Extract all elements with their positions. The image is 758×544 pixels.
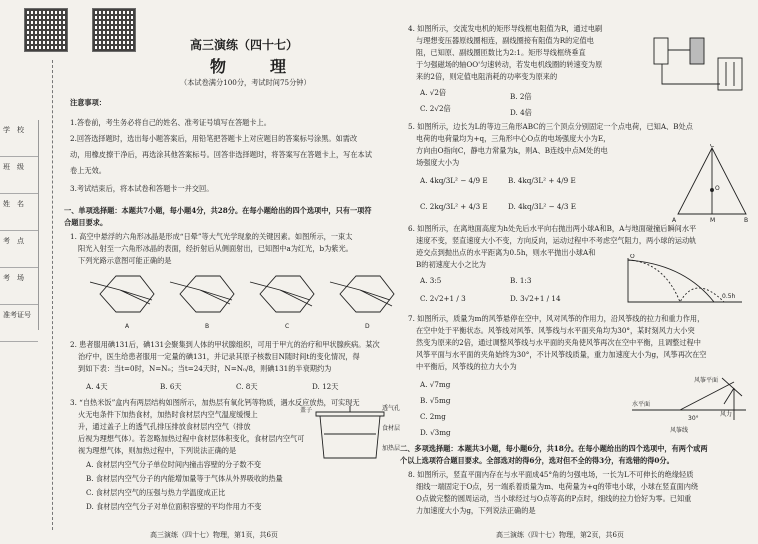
sidebar-field: 姓 名 [0, 194, 38, 231]
q7-option: C. 2mg [420, 412, 446, 421]
vent-label: 透气孔 [382, 405, 400, 412]
q4-option: D. 4倍 [510, 108, 532, 117]
wind-force-label: 风力 [720, 411, 733, 418]
q3-text: 视为理想气体，则加热过程中，下列说法正确的是 [78, 446, 237, 455]
q1-text: 阳光入射至一六角形冰晶的表面，经折射后从侧面射出，已知图中a为红光，b为紫光。 [78, 244, 353, 253]
q2-text: 2. 患者服用碘131后，碘131会聚集到人体的甲状腺组织，可用于甲亢的治疗和甲状腺疾病。某次 [70, 340, 380, 349]
section2-heading: 个以上选项符合题目要求。全部选对的得6分，选对但不全的得3分，有选错的得0分。 [400, 456, 674, 465]
q5-option: D. 4kq/3L² − 4/3 E [508, 202, 576, 211]
q3-option: A. 食材层内空气分子单位时间内撞击容壁的分子数不变 [86, 460, 262, 469]
q6-text: B的初速度大小之比为 [416, 260, 486, 269]
svg-text:A: A [672, 217, 677, 224]
sidebar-field: 考 点 [0, 231, 38, 268]
q7-text: 7. 如图所示，质量为m的风筝悬停在空中，风对风筝的作用力，沿风筝线的拉力和重力作用， [408, 314, 705, 323]
binding-line [52, 60, 53, 530]
q2-option: D. 12天 [312, 382, 339, 391]
subject-title: 物 理 [210, 57, 301, 76]
q2-option: A. 4天 [86, 382, 108, 391]
notice-line: 1.答卷前，考生务必将自己的姓名、准考证号填写在答题卡上。 [70, 118, 271, 127]
q4-generator-figure [650, 28, 746, 94]
q4-text: 来的2倍，则定值电阻消耗的功率变为原来的 [416, 72, 558, 81]
q4-option: C. 2√2倍 [420, 104, 451, 113]
q7-option: A. √7mg [420, 380, 451, 389]
svg-text:0.5h: 0.5h [722, 293, 736, 300]
svg-text:O: O [715, 185, 720, 192]
exam-title: 高三演练（四十七） [190, 38, 299, 52]
q3-text: 后视为理想气体）。若忽略加热过程中食材层体积变化，食材层内空气可 [78, 434, 305, 443]
q4-text: 与理想变压器原线圈相连，副线圈接有阻值为R的定值电 [416, 36, 594, 45]
q4-option: A. √2倍 [420, 88, 447, 97]
q6-option: B. 1:3 [510, 276, 532, 285]
q7-text: 中平衡后，风筝线的拉力大小为 [416, 362, 517, 371]
q1-option-label: B [205, 323, 210, 330]
q7-option: B. √5mg [420, 396, 451, 405]
svg-text:O: O [630, 254, 635, 260]
q6-text: 速度不变，竖直速度大小不变，方向反向，运动过程中不考虑空气阻力，两小球的运动轨 [416, 236, 697, 245]
q1-option-label: C [285, 323, 290, 330]
q3-option: D. 食材层内空气分子对单位面积容壁的平均作用力不变 [86, 502, 262, 511]
q7-kite-figure [630, 376, 748, 438]
q5-text: 电荷的电荷量均为+q，三角形中心O点的电场强度大小为E， [416, 134, 611, 143]
q5-option: C. 2kq/3L² + 4/3 E [420, 202, 488, 211]
q4-text: 阻，已知原、副线圈匝数比为2:1。矩形导线框绕垂直 [416, 48, 586, 57]
student-info-column [0, 120, 39, 330]
q6-text: 6. 如图所示，在离地面高度为h处先后水平向右抛出两小球A和B，A与地面碰撞后瞬间水平 [408, 224, 697, 233]
q3-text: 火无电条件下加热食材，加热时食材层内空气温度缓慢上 [78, 410, 258, 419]
q1-text: 1. 高空中悬浮的六角形冰晶是形成“日晕”等大气光学现象的关键因素。如图所示，一束太 [70, 232, 353, 241]
q2-option: B. 6天 [160, 382, 182, 391]
q4-text: 4. 如图所示，交流发电机的矩形导线框电阻值为R，通过电刷 [408, 24, 603, 33]
q7-option: D. √3mg [420, 428, 451, 437]
q2-option: C. 8天 [236, 382, 258, 391]
q8-text: 8. 如图所示，竖直平面内存在与水平面成45°角的匀强电场，一长为L不可伸长的绝缘轻质 [408, 470, 694, 479]
q8-text: O点做完整的圆周运动，当小球经过与O点等高的P点时，细线的拉力恰好为零。已知重 [416, 494, 692, 503]
food-layer-label: 食材层 [382, 425, 400, 432]
q1-hexagon-figures [90, 270, 400, 332]
q3-text: 升，通过盖子上的透气孔排压排放食材层内空气（排放 [78, 422, 251, 431]
sidebar-field: 考 场 [0, 268, 38, 305]
q4-option: B. 2倍 [510, 92, 532, 101]
q2-text: 治疗中，医生给患者服用一定量的碘131，并记录其原子核数目N随时间t的变化情况，得 [78, 352, 360, 361]
q8-text: 力加速度大小为g，下列说法正确的是 [416, 506, 536, 515]
q7-text: 在空中处于平衡状态。风筝线对风筝、风筝线与水平面夹角均为30°，某时刻风力大小突 [416, 326, 695, 335]
q4-text: 于匀强磁场的轴OO'匀速转动，若发电机线圈的转速变为原 [416, 60, 603, 69]
section2-heading: 二、多项选择题：本题共3小题，每小题6分，共18分。在每小题给出的四个选项中，有两个或两 [400, 444, 708, 453]
angle-label: 30° [688, 415, 699, 422]
lid-label: 盖子 [300, 407, 313, 414]
q1-option-label: A [125, 323, 130, 330]
notice-heading: 注意事项： [70, 98, 106, 107]
q5-text: 方向由O指向C，静电力常量为k，则A、B连线中点M处的电 [416, 146, 608, 155]
section1-heading: 合题目要求。 [64, 218, 108, 227]
q3-text: 3. “自热米饭”盒内有两层结构如图所示，加热层有氧化钙等物质，遇水反应放热，可实现无 [70, 398, 360, 407]
svg-text:M: M [710, 217, 716, 224]
q2-text: 到如下表：当t=0时，N=N₀；当t=24天时，N=N₀/8，则碘131的半衰期约为 [78, 364, 332, 373]
q5-text: 5. 如图所示，边长为L的等边三角形ABC的三个顶点分别固定一个点电荷，已知A、B处点 [408, 122, 693, 131]
qr-code-icon [24, 8, 68, 52]
q6-option: C. 2√2+1 / 3 [420, 294, 466, 303]
q5-option: B. 4kq/3L² + 4/9 E [508, 176, 576, 185]
page-footer: 高三演练（四十七）物理，第1页，共6页 [150, 531, 278, 539]
svg-text:C: C [710, 144, 715, 149]
q3-option: B. 食材层内空气分子的内能增加量等于气体从外界吸收的热量 [86, 474, 283, 483]
sidebar-field: 学 校 [0, 120, 38, 157]
page-footer: 高三演练（四十七）物理，第2页，共6页 [496, 531, 624, 539]
sidebar-field: 班 级 [0, 157, 38, 194]
q3-option: C. 食材层内空气的压强与热力学温度成正比 [86, 488, 226, 497]
kite-line-label: 风筝线 [670, 427, 689, 434]
q8-text: 细线一端固定于O点，另一端系着质量为m、电荷量为+q的带电小球，小球在竖直面内绕 [416, 482, 699, 491]
q6-text: 迹交点到抛出点的水平距离为0.5h，则水平抛出小球A和 [416, 248, 596, 257]
q6-trajectory-figure [624, 254, 746, 308]
qr-code-icon [92, 8, 136, 52]
q1-option-label: D [365, 323, 370, 330]
q5-text: 场强度大小为 [416, 158, 460, 167]
notice-line: 2.回答选择题时，选出每小题答案后，用铅笔把答题卡上对应题目的答案标号涂黑。如需改 [70, 134, 358, 143]
q6-option: A. 3:5 [420, 276, 442, 285]
horizontal-label: 水平面 [632, 401, 651, 408]
kite-plane-label: 风筝平面 [694, 377, 719, 384]
q5-triangle-figure [672, 144, 752, 224]
notice-line: 3.考试结束后，将本试卷和答题卡一并交回。 [70, 184, 214, 193]
heating-layer-label: 加热层 [382, 445, 400, 452]
notice-line: 卷上无效。 [70, 166, 106, 175]
q7-text: 风筝平面与水平面的夹角始终为30°，不计风筝线质量，重力加速度大小为g，风筝再次在空 [416, 350, 707, 359]
q6-option: D. 3√2+1 / 14 [510, 294, 561, 303]
q5-option: A. 4kq/3L² − 4/9 E [420, 176, 488, 185]
notice-line: 动，用橡皮擦干净后，再选涂其他答案标号。回答非选择题时，将答案写在答题卡上，写在本试 [70, 150, 372, 159]
svg-text:B: B [744, 217, 749, 224]
section1-heading: 一、单项选择题：本题共7小题，每小题4分，共28分。在每小题给出的四个选项中，只有一项符 [64, 206, 372, 215]
q1-text: 下列光路示意图可能正确的是 [78, 256, 172, 265]
q3-lunchbox-figure [300, 404, 400, 464]
sidebar-field: 准考证号 [0, 305, 38, 342]
q7-text: 然变为原来的2倍，通过调整风筝线与水平面的夹角使风筝再次在空中平衡，且调整过程中 [416, 338, 701, 347]
score-info: （本试卷满分100分，考试时间75分钟） [180, 78, 311, 87]
